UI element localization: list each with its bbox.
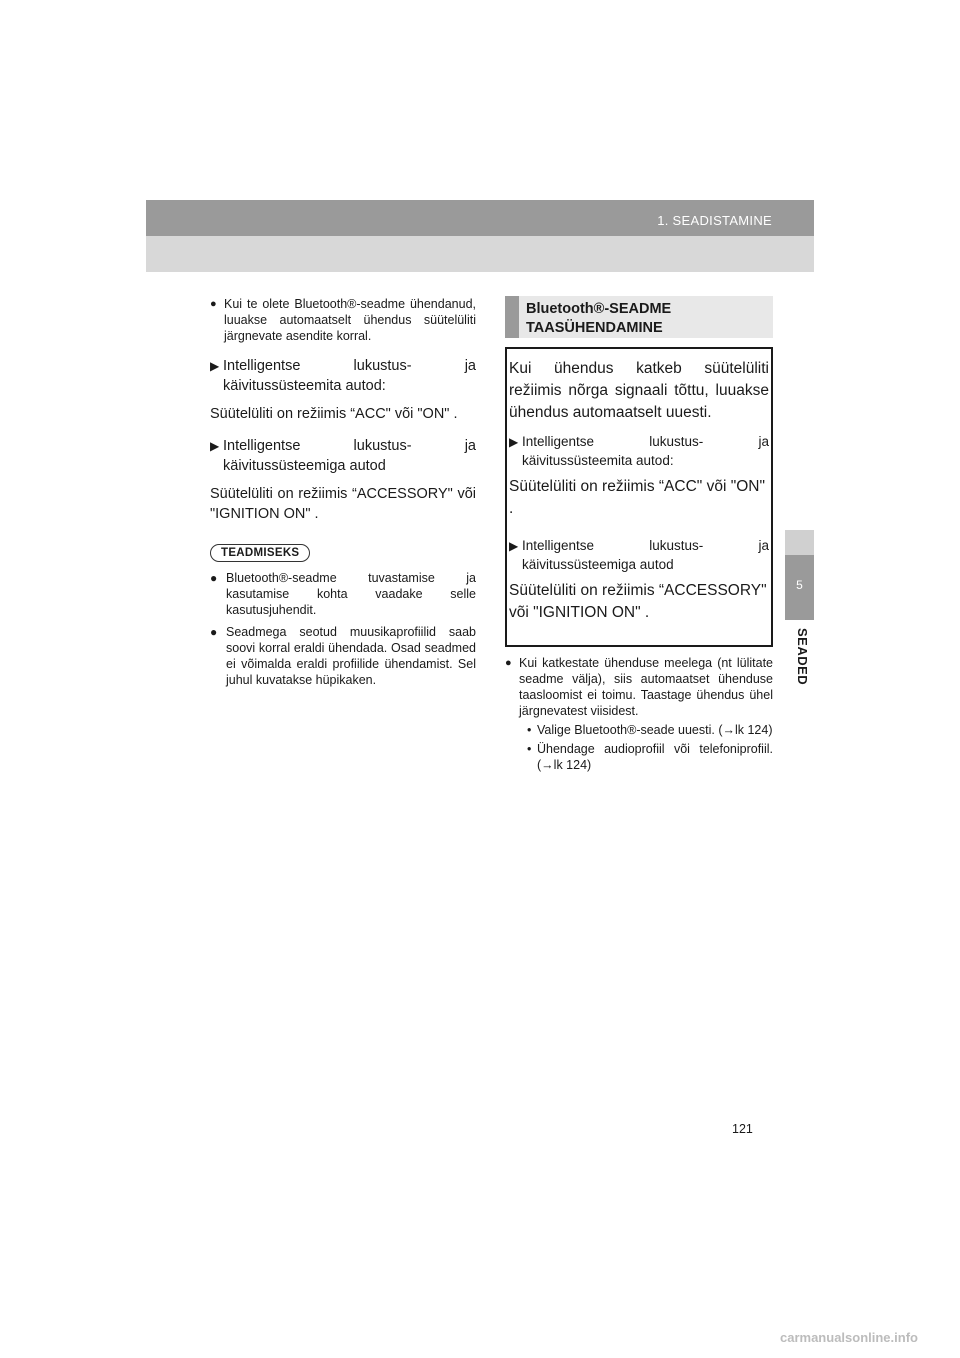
triangle-icon: ▶	[509, 435, 519, 449]
box-item2-heading: Intelligentse lukustus- ja käivitussüsteemiga autod	[522, 537, 769, 572]
option-text: Valige Bluetooth®-seade uuesti. (→lk 124)	[537, 723, 773, 737]
side-tab-title: SEADED	[795, 628, 810, 686]
dot-icon: •	[527, 742, 532, 756]
page-number: 121	[732, 1122, 753, 1136]
note-bullet-icon: ●	[210, 571, 218, 585]
notes-list	[210, 570, 476, 688]
chapter-subheader-bar	[146, 236, 814, 272]
box-item2	[509, 536, 769, 574]
box-item1-heading: Intelligentse lukustus- ja käivitussüsteemita autod:	[522, 434, 769, 468]
watermark: carmanualsonline.info	[780, 1330, 918, 1345]
section-heading-bar	[505, 296, 519, 338]
item1-heading: Intelligentse lukustus- ja käivitussüsteemita autod:	[223, 358, 476, 394]
box-item2-text: Süütelüliti on režiimis “ACCESSORY" või "IGNITION ON" .	[509, 581, 767, 621]
chapter-title: 1. SEADISTAMINE	[657, 213, 772, 228]
intro-text: Kui te olete Bluetooth®-seadme ühendanud, luuakse automaatselt ühendus süütelüliti järgnevate asendite korral.	[224, 297, 476, 343]
section-title-line2: TAASÜHENDAMINE	[526, 320, 663, 336]
item2-heading: Intelligentse lukustus- ja käivitussüsteemiga autod	[223, 438, 476, 474]
intro-bullet	[210, 296, 476, 344]
section-title-line1: Bluetooth®-SEADME	[526, 301, 672, 317]
chapter-header-bar	[146, 200, 814, 236]
bullet-icon: ●	[505, 657, 512, 669]
item2	[210, 436, 476, 476]
item1-text: Süütelüliti on režiimis “ACC" või "ON" .	[210, 406, 458, 422]
bullet-icon: ●	[210, 298, 217, 310]
section-heading-text	[526, 300, 671, 338]
dot-icon: •	[527, 723, 532, 737]
note-bullet-icon: ●	[210, 625, 218, 639]
option-text: Ühendage audioprofiil või telefoniprofiil. (→lk 124)	[537, 742, 773, 772]
left-column	[210, 296, 476, 694]
item2-text: Süütelüliti on režiimis “ACCESSORY" või "IGNITION ON" .	[210, 486, 476, 522]
after-bullet	[505, 655, 773, 773]
notes-label: TEADMISEKS	[210, 544, 310, 562]
note-item	[210, 624, 476, 688]
triangle-icon: ▶	[210, 439, 220, 453]
info-box	[505, 347, 773, 647]
after-text: Kui katkestate ühenduse meelega (nt lülitate seadme välja), siis automaatset ühenduse taasloomist ei toimu. Taastage ühendus ühel järgnevatest viisidest.	[519, 656, 773, 718]
note-item	[210, 570, 476, 618]
triangle-icon: ▶	[509, 538, 519, 553]
triangle-icon: ▶	[210, 359, 220, 373]
note-text: Bluetooth®-seadme tuvastamise ja kasutamise kohta vaadake selle kasutusjuhendit.	[226, 571, 476, 617]
option-item	[519, 741, 773, 773]
section-heading	[505, 296, 773, 338]
item1	[210, 356, 476, 396]
option-item	[519, 722, 773, 738]
note-text: Seadmega seotud muusikaprofiilid saab soovi korral eraldi ühendada. Osad seadmed ei võimalda eraldi profiilide ühendamist. Sel juhul kuvatakse hüpikaken.	[226, 625, 476, 687]
box-item1	[509, 432, 769, 470]
box-item1-text: Süütelüliti on režiimis “ACC" või "ON" .	[509, 478, 765, 517]
side-tab-number: 5	[796, 578, 803, 592]
box-lead: Kui ühendus katkeb süütelüliti režiimis nõrga signaali tõttu, luuakse ühendus automaatselt uuesti.	[509, 360, 769, 421]
right-column	[505, 296, 773, 773]
